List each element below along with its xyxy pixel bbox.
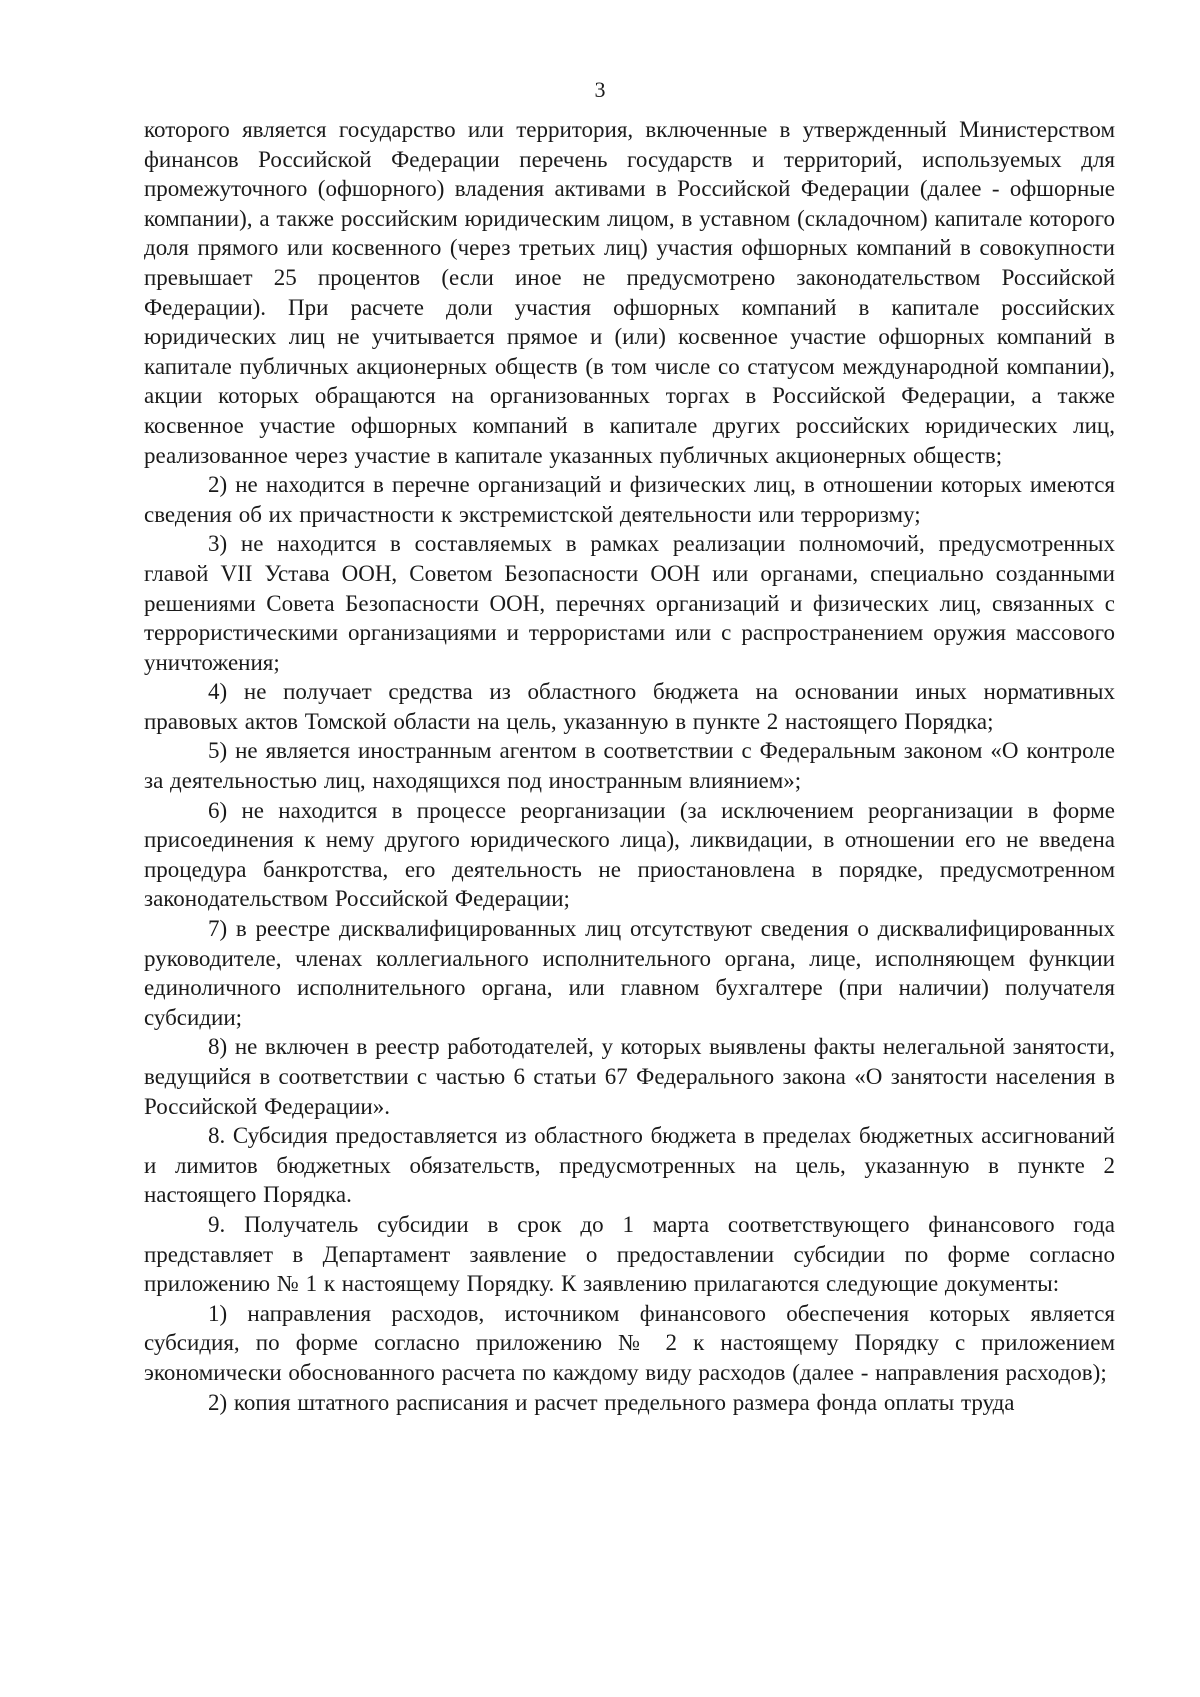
paragraph-item-5: 5) не является иностранным агентом в соответствии с Федеральным законом «О контроле за деятельностью лиц, находящихся под иностранным влиянием»; (144, 738, 1115, 794)
document-body (144, 115, 1115, 1417)
paragraph-item-3: 3) не находится в составляемых в рамках реализации полномочий, предусмотренных главой VII Устава ООН, Советом Безопасности ООН или органами, специально созданными решениями Совета Безопасности ООН, перечнях организаций и физических лиц, связанных с террористическими организациями и террористами или с распространением оружия массового уничтожения; (144, 531, 1115, 675)
paragraph-offshore-continuation: которого является государство или территория, включенные в утвержденный Министерством финансов Российской Федерации перечень государств и территорий, используемых для промежуточного (офшорного) владения активами в Российской Федерации (далее - офшорные компании), а также российским юридическим лицом, в уставном (складочном) капитале которого доля прямого или косвенного (через третьих лиц) участия офшорных компаний в совокупности превышает 25 процентов (если иное не предусмотрено законодательством Российской Федерации). При расчете доли участия офшорных компаний в капитале российских юридических лиц не учитывается прямое и (или) косвенное участие офшорных компаний в капитале публичных акционерных обществ (в том числе со статусом международной компании), акции которых обращаются на организованных торгах в Российской Федерации, а также косвенное участие офшорных компаний в капитале других российских юридических лиц, реализованное через участие в капитале указанных публичных акционерных обществ; (144, 117, 1115, 468)
paragraph-item-7: 7) в реестре дисквалифицированных лиц отсутствуют сведения о дисквалифицированных руководителе, членах коллегиального исполнительного органа, лице, исполняющем функции единоличного исполнительного органа, или главном бухгалтере (при наличии) получателя субсидии; (144, 916, 1115, 1030)
paragraph-item-4: 4) не получает средства из областного бюджета на основании иных нормативных правовых актов Томской области на цель, указанную в пункте 2 настоящего Порядка; (144, 679, 1115, 734)
paragraph-doc-item-1: 1) направления расходов, источником финансового обеспечения которых является субсидия, по форме согласно приложению № 2 к настоящему Порядку с приложением экономически обоснованного расчета по каждому виду расходов (далее - направления расходов); (144, 1300, 1115, 1385)
paragraph-item-8: 8) не включен в реестр работодателей, у которых выявлены факты нелегальной занятости, ведущийся в соответствии с частью 6 статьи 67 Федерального закона «О занятости населения в Российской Федерации». (144, 1034, 1115, 1119)
paragraph-clause-9: 9. Получатель субсидии в срок до 1 марта соответствующего финансового года представляет в Департамент заявление о предоставлении субсидии по форме согласно приложению № 1 к настоящему Порядку. К заявлению прилагаются следующие документы: (144, 1211, 1115, 1297)
paragraph-doc-item-2: 2) копия штатного расписания и расчет предельного размера фонда оплаты труда (208, 1389, 1015, 1415)
paragraph-clause-8: 8. Субсидия предоставляется из областного бюджета в пределах бюджетных ассигнований и лимитов бюджетных обязательств, предусмотренных на цель, указанную в пункте 2 настоящего Порядка. (144, 1123, 1115, 1208)
paragraph-item-2: 2) не находится в перечне организаций и физических лиц, в отношении которых имеются сведения об их причастности к экстремистской деятельности или терроризму; (144, 472, 1115, 527)
page-number: 3 (594, 77, 606, 102)
paragraph-item-6: 6) не находится в процессе реорганизации (за исключением реорганизации в форме присоединения к нему другого юридического лица), ликвидации, в отношении его не введена процедура банкротства, его деятельность не приостановлена в порядке, предусмотренном законодательством Российской Федерации; (144, 797, 1115, 912)
